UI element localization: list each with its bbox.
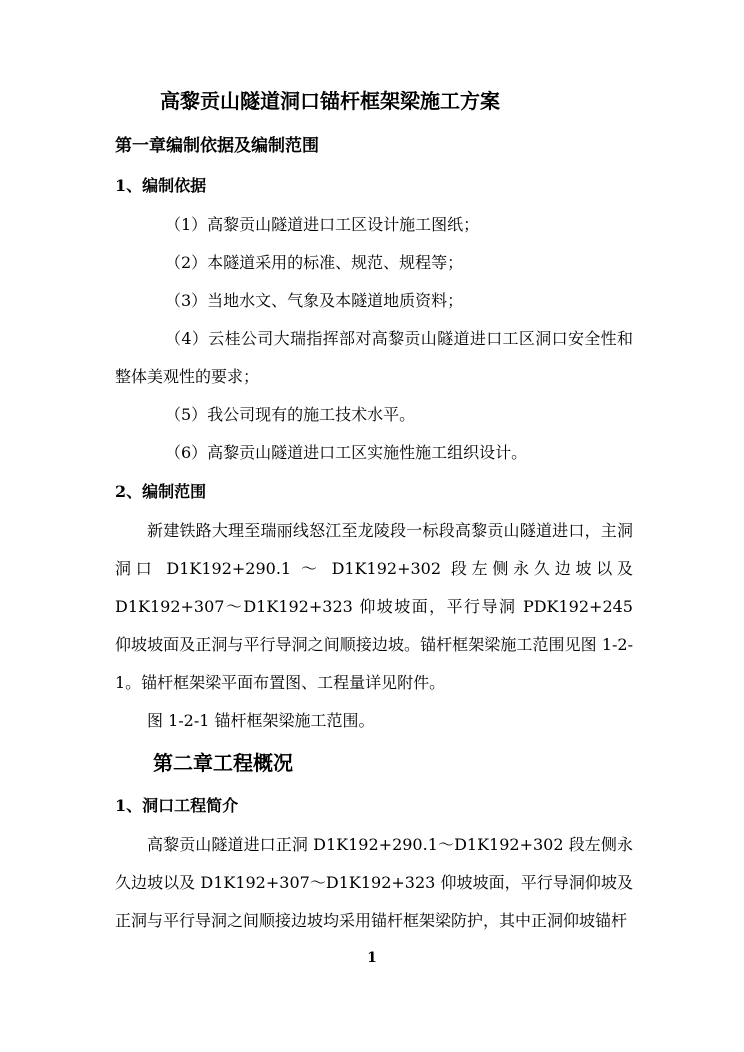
- section-1-2-heading: 2、编制范围: [115, 482, 207, 501]
- page-number: 1: [367, 950, 377, 966]
- section-2-1-heading: 1、洞口工程简介: [115, 796, 239, 815]
- figure-reference-paragraph: 图 1-2-1 锚杆框架梁施工范围。: [147, 711, 375, 730]
- basis-item-4: （4）云桂公司大瑞指挥部对高黎贡山隧道进口工区洞口安全性和整体美观性的要求；: [115, 329, 633, 386]
- scope-paragraph: 新建铁路大理至瑞丽线怒江至龙陵段一标段高黎贡山隧道进口，主洞洞口 D1K192+290.1 ～ D1K192+302 段左侧永久边坡以及 D1K192+307～D1K192+323 仰坡坡面，平行导洞 PDK192+245 仰坡坡面及正洞与平行导洞之间顺接边坡。锚杆框架梁施工范围见图 1-2-1。锚杆框架梁平面布置图、工程量详见附件。: [115, 521, 633, 692]
- document-content: [115, 80, 633, 940]
- basis-item-2: （2）本隧道采用的标准、规范、规程等；: [165, 253, 464, 272]
- chapter-1-heading: 第一章编制依据及编制范围: [115, 136, 319, 156]
- chapter-2-heading: 第二章工程概况: [153, 751, 293, 775]
- basis-item-3: （3）当地水文、气象及本隧道地质资料；: [165, 291, 464, 310]
- document-title: 高黎贡山隧道洞口锚杆框架梁施工方案: [160, 89, 500, 113]
- basis-item-5: （5）我公司现有的施工技术水平。: [165, 405, 416, 424]
- basis-item-1: （1）高黎贡山隧道进口工区设计施工图纸；: [165, 215, 480, 234]
- portal-overview-paragraph: 高黎贡山隧道进口正洞 D1K192+290.1～D1K192+302 段左侧永久边坡以及 D1K192+307～D1K192+323 仰坡坡面，平行导洞仰坡及正洞与平行导洞之间顺接边坡均采用锚杆框架梁防护，其中正洞仰坡锚杆: [115, 835, 633, 930]
- section-1-1-heading: 1、编制依据: [115, 176, 207, 195]
- basis-item-6: （6）高黎贡山隧道进口工区实施性施工组织设计。: [165, 443, 528, 462]
